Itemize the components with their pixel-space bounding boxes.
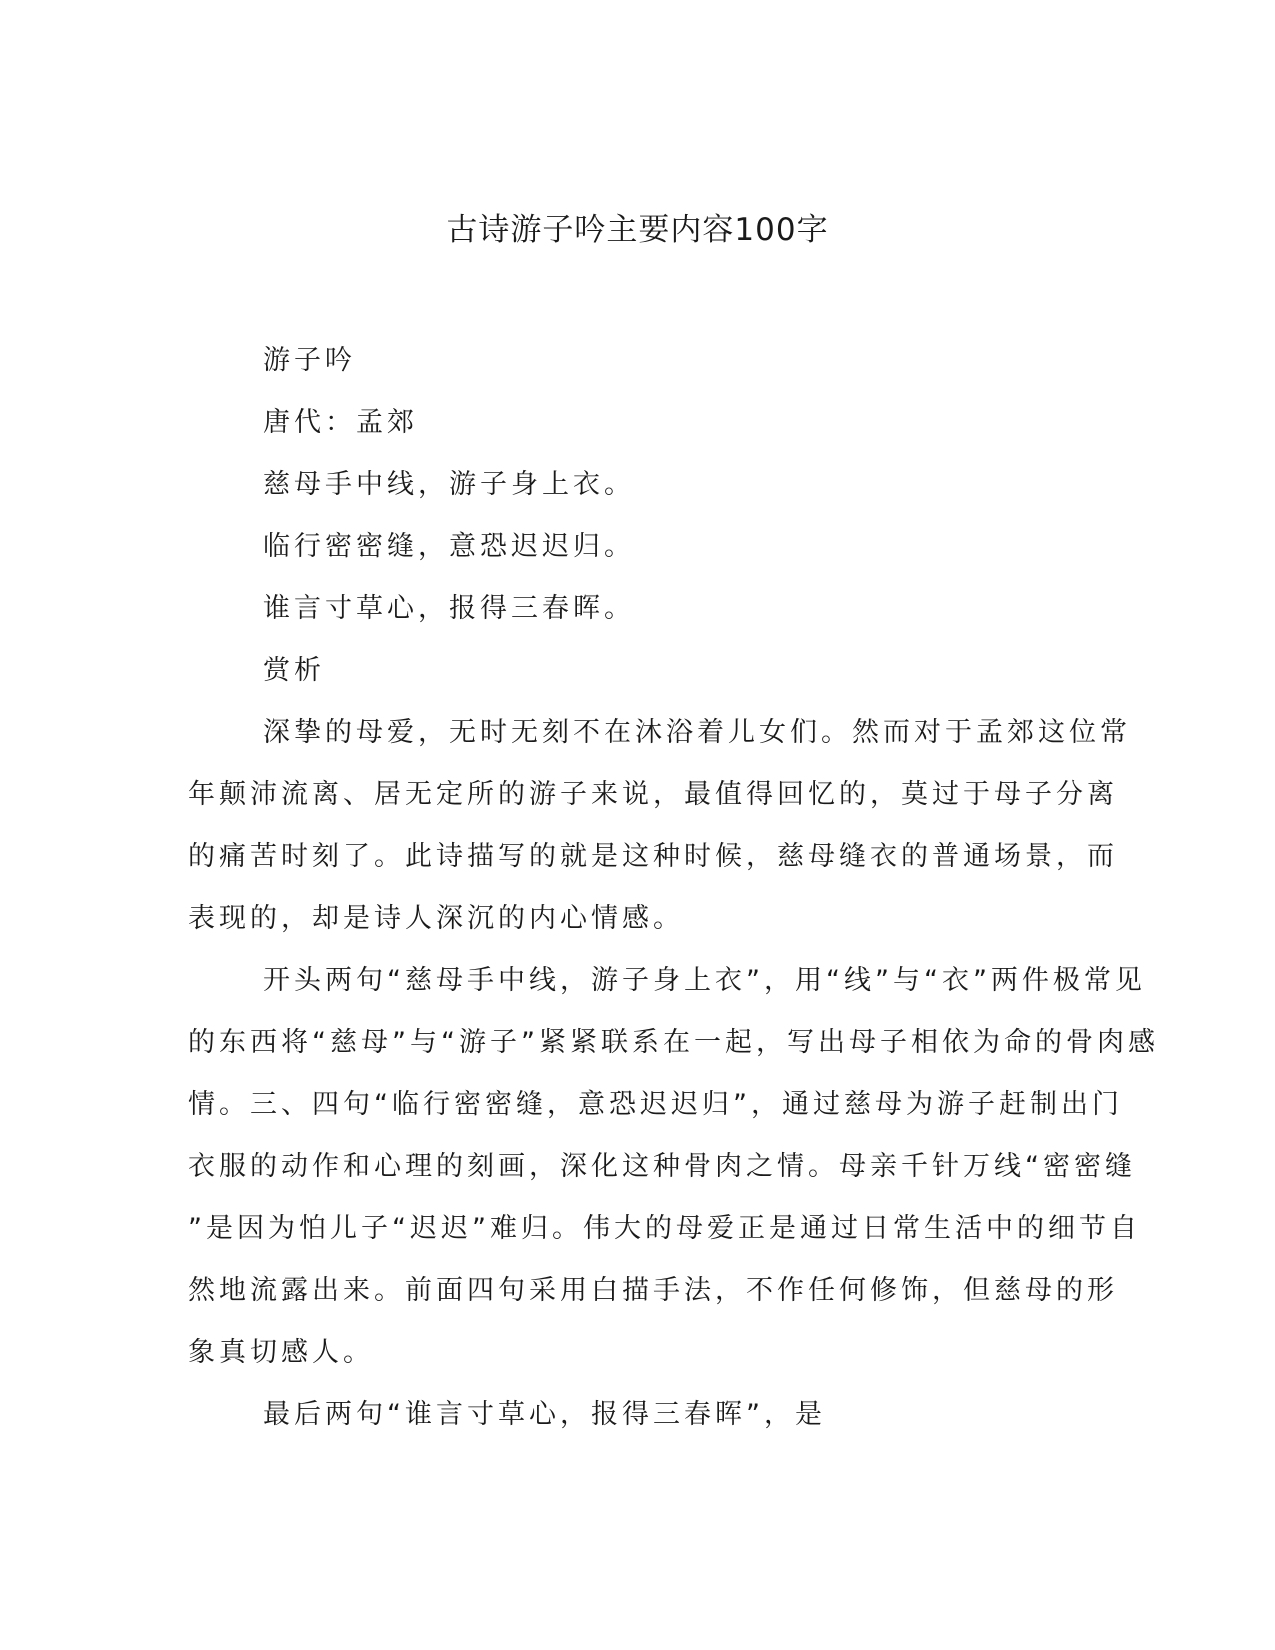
paragraph-2: [188, 950, 1159, 1384]
paragraph-1: [188, 702, 1131, 950]
paragraph-3: [188, 1384, 1088, 1446]
paragraph-line: 象真切感人。: [188, 1337, 374, 1368]
poem-name: 游子吟: [263, 345, 356, 376]
poem-author: 唐代：孟郊: [263, 407, 418, 438]
document-title: 古诗游子吟主要内容100字: [446, 212, 829, 248]
paragraph-line: 年颠沛流离、居无定所的游子来说，最值得回忆的，莫过于母子分离: [188, 779, 1118, 810]
paragraph-line: 的东西将“慈母”与“游子”紧紧联系在一起，写出母子相依为命的骨肉感: [188, 1027, 1159, 1058]
paragraph-line: 深挚的母爱，无时无刻不在沐浴着儿女们。然而对于孟郊这位常: [263, 717, 1131, 748]
paragraph-line: 最后两句“谁言寸草心，报得三春晖”，是: [263, 1399, 826, 1430]
poem-verse-1: 慈母手中线，游子身上衣。: [263, 469, 635, 500]
paragraph-line: 开头两句“慈母手中线，游子身上衣”，用“线”与“衣”两件极常见: [263, 965, 1146, 996]
paragraph-line: ”是因为怕儿子“迟迟”难归。伟大的母爱正是通过日常生活中的细节自: [188, 1213, 1141, 1244]
document-body: [188, 330, 1159, 1446]
analysis-heading: 赏析: [263, 655, 325, 686]
paragraph-line: 表现的，却是诗人深沉的内心情感。: [188, 903, 684, 934]
paragraph-line: 情。三、四句“临行密密缝，意恐迟迟归”，通过慈母为游子赶制出门: [188, 1089, 1123, 1120]
paragraph-line: 然地流露出来。前面四句采用白描手法，不作任何修饰，但慈母的形: [188, 1275, 1118, 1306]
poem-verse-3: 谁言寸草心，报得三春晖。: [263, 593, 635, 624]
paragraph-line: 的痛苦时刻了。此诗描写的就是这种时候，慈母缝衣的普通场景，而: [188, 841, 1118, 872]
poem-verse-2: 临行密密缝，意恐迟迟归。: [263, 531, 635, 562]
paragraph-line: 衣服的动作和心理的刻画，深化这种骨肉之情。母亲千针万线“密密缝: [188, 1151, 1136, 1182]
